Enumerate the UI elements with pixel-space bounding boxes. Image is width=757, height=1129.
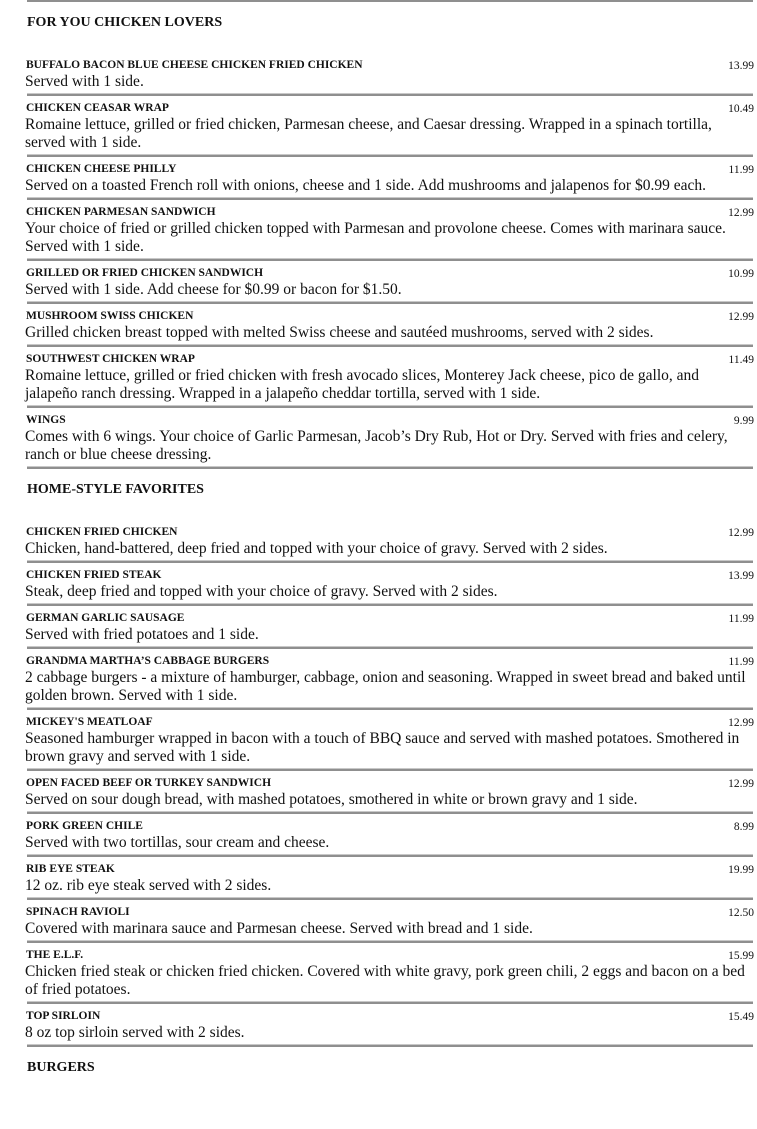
section-title: FOR YOU CHICKEN LOVERS [27, 15, 223, 30]
menu-item-name: GRILLED OR FRIED CHICKEN SANDWICH [26, 267, 264, 279]
menu-item-name: SOUTHWEST CHICKEN WRAP [26, 353, 195, 365]
menu-item-header [26, 205, 754, 220]
menu-item-header [26, 413, 754, 428]
menu-item-price: 11.99 [728, 656, 754, 668]
menu-item-name: CHICKEN FRIED STEAK [26, 569, 162, 581]
menu-item-description: 2 cabbage burgers - a mixture of hamburger, cabbage, onion and seasoning. Wrapped in sweet bread and baked until golden brown. Served with 1 side. [25, 669, 746, 704]
menu-item-description: Served on sour dough bread, with mashed potatoes, smothered in white or brown gravy and 1 side. [25, 791, 638, 808]
menu-item-header [26, 1009, 754, 1024]
menu-item-header [26, 715, 754, 730]
menu-item-name: MUSHROOM SWISS CHICKEN [26, 310, 194, 322]
menu-item-header [26, 525, 754, 540]
menu-item [0, 606, 757, 646]
menu-item-header [26, 776, 754, 791]
menu-item-header [26, 162, 754, 177]
menu-item-description: Covered with marinara sauce and Parmesan cheese. Served with bread and 1 side. [25, 920, 533, 937]
menu-item-description: Your choice of fried or grilled chicken topped with Parmesan and provolone cheese. Comes with marinara sauce. Served with 1 side. [25, 220, 726, 255]
menu-item-description: 8 oz top sirloin served with 2 sides. [25, 1024, 245, 1041]
menu-item-name: WINGS [26, 414, 66, 426]
menu-item-header [26, 654, 754, 669]
menu-item [0, 53, 757, 93]
menu-item-name: GRANDMA MARTHA’S CABBAGE BURGERS [26, 655, 270, 667]
menu-item-price: 13.99 [728, 570, 754, 582]
menu-item [0, 1004, 757, 1044]
menu-item-price: 11.99 [728, 164, 754, 176]
menu-item-description: Served with fried potatoes and 1 side. [25, 626, 259, 643]
menu-item-price: 10.49 [728, 103, 754, 115]
menu-item-price: 12.99 [728, 778, 754, 790]
menu-item-name: CHICKEN FRIED CHICKEN [26, 526, 178, 538]
menu-item-header [26, 352, 754, 367]
menu-item-price: 11.49 [728, 354, 754, 366]
menu-item-name: RIB EYE STEAK [26, 863, 115, 875]
menu-item-name: PORK GREEN CHILE [26, 820, 143, 832]
menu-item-name: MICKEY'S MEATLOAF [26, 716, 153, 728]
menu-item-description: Romaine lettuce, grilled or fried chicken with fresh avocado slices, Monterey Jack cheese, pico de gallo, and jalapeño ranch dressing. Wrapped in a jalapeño cheddar tortilla, served with 1 side. [25, 367, 700, 402]
menu-item-price: 12.99 [728, 311, 754, 323]
menu-item-header [26, 948, 754, 963]
menu-item-description: 12 oz. rib eye steak served with 2 sides. [25, 877, 272, 894]
menu-item [0, 857, 757, 897]
menu-item [0, 771, 757, 811]
section-title: HOME-STYLE FAVORITES [27, 482, 204, 497]
menu-item-price: 10.99 [728, 268, 754, 280]
menu-item-name: TOP SIRLOIN [26, 1010, 101, 1022]
menu-item [0, 520, 757, 560]
menu-item-name: THE E.L.F. [26, 949, 84, 961]
menu-item-name: OPEN FACED BEEF OR TURKEY SANDWICH [26, 777, 272, 789]
menu-item-name: BUFFALO BACON BLUE CHEESE CHICKEN FRIED CHICKEN [26, 59, 363, 71]
menu-item-header [26, 819, 754, 834]
menu-item [0, 347, 757, 405]
menu-item-description: Steak, deep fried and topped with your choice of gravy. Served with 2 sides. [25, 583, 498, 600]
menu-item-price: 12.50 [728, 907, 754, 919]
menu-item-price: 15.99 [728, 950, 754, 962]
menu-item-description: Served on a toasted French roll with onions, cheese and 1 side. Add mushrooms and jalapenos for $0.99 each. [25, 177, 706, 194]
menu-item [0, 649, 757, 707]
menu-item-price: 12.99 [728, 527, 754, 539]
menu-item-name: CHICKEN CHEESE PHILLY [26, 163, 177, 175]
menu-item [0, 200, 757, 258]
menu-item-name: CHICKEN CEASAR WRAP [26, 102, 169, 114]
menu-item-description: Served with two tortillas, sour cream and cheese. [25, 834, 330, 851]
menu-item [0, 157, 757, 197]
menu-item-price: 9.99 [733, 415, 754, 427]
menu-item-header [26, 568, 754, 583]
menu-item-header [26, 905, 754, 920]
menu-section [0, 1047, 757, 1076]
menu-item [0, 710, 757, 768]
menu-item-description: Chicken fried steak or chicken fried chicken. Covered with white gravy, pork green chili, 2 eggs and bacon on a bed of fried potatoes. [25, 963, 745, 998]
menu-item-description: Served with 1 side. Add cheese for $0.99 or bacon for $1.50. [25, 281, 402, 298]
menu-item-header [26, 58, 754, 73]
menu-item-name: GERMAN GARLIC SAUSAGE [26, 612, 185, 624]
menu-item-description: Comes with 6 wings. Your choice of Garlic Parmesan, Jacob’s Dry Rub, Hot or Dry. Served with fries and celery, ranch or blue cheese dressing. [25, 428, 728, 463]
menu-item-header [26, 309, 754, 324]
menu-item [0, 408, 757, 466]
menu-item-price: 15.49 [728, 1011, 754, 1023]
menu-item-description: Romaine lettuce, grilled or fried chicken, Parmesan cheese, and Caesar dressing. Wrapped in a spinach tortilla, served with 1 side. [25, 116, 712, 151]
menu-item-price: 19.99 [728, 864, 754, 876]
menu-item-header [26, 862, 754, 877]
menu-item-description: Served with 1 side. [25, 73, 144, 90]
menu-item-description: Seasoned hamburger wrapped in bacon with a touch of BBQ sauce and served with mashed potatoes. Smothered in brown gravy and served with 1 side. [25, 730, 740, 765]
menu-item-header [26, 101, 754, 116]
menu-item [0, 943, 757, 1001]
menu-item [0, 96, 757, 154]
menu-item-price: 12.99 [728, 207, 754, 219]
menu-item-header [26, 266, 754, 281]
menu-item-price: 13.99 [728, 60, 754, 72]
menu-item-description: Chicken, hand-battered, deep fried and topped with your choice of gravy. Served with 2 sides. [25, 540, 608, 557]
menu-item-price: 12.99 [728, 717, 754, 729]
menu-item [0, 563, 757, 603]
section-title: BURGERS [27, 1060, 95, 1075]
menu-item-price: 11.99 [728, 613, 754, 625]
menu-item-header [26, 611, 754, 626]
menu-item [0, 261, 757, 301]
menu-item-name: CHICKEN PARMESAN SANDWICH [26, 206, 216, 218]
menu-sections [0, 2, 757, 1076]
menu-section [0, 469, 757, 1047]
menu-item [0, 900, 757, 940]
menu-item-description: Grilled chicken breast topped with melted Swiss cheese and sautéed mushrooms, served with 2 sides. [25, 324, 654, 341]
menu-section [0, 2, 757, 469]
menu-item [0, 814, 757, 854]
menu-item-name: SPINACH RAVIOLI [26, 906, 130, 918]
menu-item-price: 8.99 [733, 821, 754, 833]
menu-item [0, 304, 757, 344]
